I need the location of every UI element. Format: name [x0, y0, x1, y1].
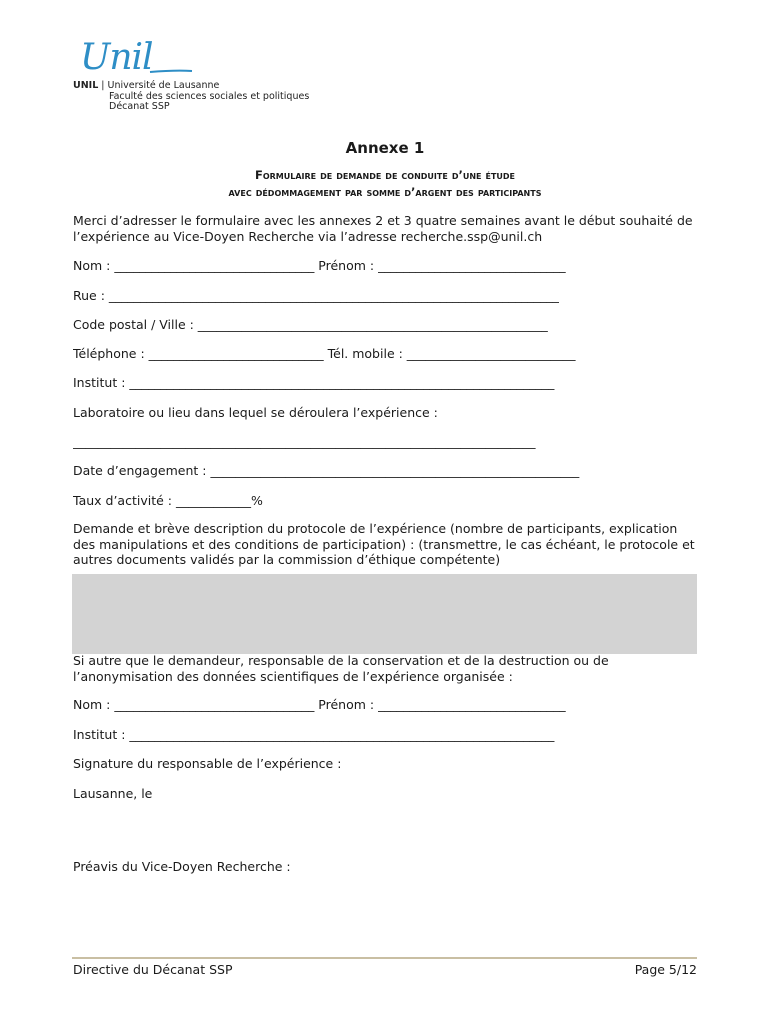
subtitle-line-1: Formulaire de demande de conduite d’une étude	[254, 168, 516, 182]
signature-label: Signature du responsable de l’expérience :	[73, 756, 342, 771]
description-text-area[interactable]	[72, 574, 697, 654]
subtitle-line-2: avec dédommagement par somme d’argent des participants	[228, 185, 542, 199]
footer-page-number: Page 5/12	[634, 962, 697, 977]
footer-directive: Directive du Décanat SSP	[73, 962, 233, 977]
intro-text: Merci d’adresser le formulaire avec les annexes 2 et 3 quatre semaines avant le début souhaité de l’expérience au Vice-Doyen Recherche via l’adresse recherche.ssp@unil.ch	[73, 213, 693, 244]
org-name: Université de Lausanne	[107, 80, 220, 91]
page-title: Annexe 1	[345, 139, 425, 157]
unil-logo: Unil	[80, 37, 153, 78]
organization-block: UNIL | Université de Lausanne Faculté des sciences sociales et politiques Décanat SSP	[73, 80, 310, 112]
code-postal-ville-field[interactable]: Code postal / Ville : ________________________________________________________	[73, 317, 548, 332]
org-abbr: UNIL	[73, 80, 99, 91]
taux-activite-field[interactable]: Taux d’activité : ____________%	[73, 493, 263, 508]
form-subtitle	[0, 167, 770, 201]
preavis-label: Préavis du Vice-Doyen Recherche :	[73, 859, 291, 874]
laboratoire-label: Laboratoire ou lieu dans lequel se déroulera l’expérience :	[73, 405, 438, 420]
responsable-label: Si autre que le demandeur, responsable de la conservation et de la destruction ou de l’anonymisation des données scientifiques de l’expérience organisée :	[73, 653, 609, 684]
lausanne-date-label: Lausanne, le	[73, 786, 153, 801]
laboratoire-field[interactable]: __________________________________________________________________________	[73, 434, 536, 449]
responsable-nom-prenom-field[interactable]: Nom : ________________________________ Prénom : ______________________________	[73, 697, 566, 712]
dean-office: Décanat SSP	[109, 101, 170, 112]
logo-swoosh-icon	[80, 37, 200, 80]
responsable-institut-field[interactable]: Institut : ____________________________________________________________________	[73, 727, 555, 742]
telephone-field[interactable]: Téléphone : ____________________________ Tél. mobile : ___________________________	[73, 346, 576, 361]
footer-divider	[72, 957, 697, 959]
nom-prenom-field[interactable]: Nom : ________________________________ Prénom : ______________________________	[73, 258, 566, 273]
institut-field[interactable]: Institut : ____________________________________________________________________	[73, 375, 555, 390]
faculty-name: Faculté des sciences sociales et politiques	[109, 90, 310, 102]
description-label: Demande et brève description du protocole de l’expérience (nombre de participants, explication des manipulations et des conditions de participation) : (transmettre, le cas échéant, le protocole et autres documents validés par la commission d’éthique compétente)	[73, 521, 695, 567]
rue-field[interactable]: Rue : ________________________________________________________________________	[73, 288, 559, 303]
date-engagement-field[interactable]: Date d’engagement : ___________________________________________________________	[73, 463, 580, 478]
